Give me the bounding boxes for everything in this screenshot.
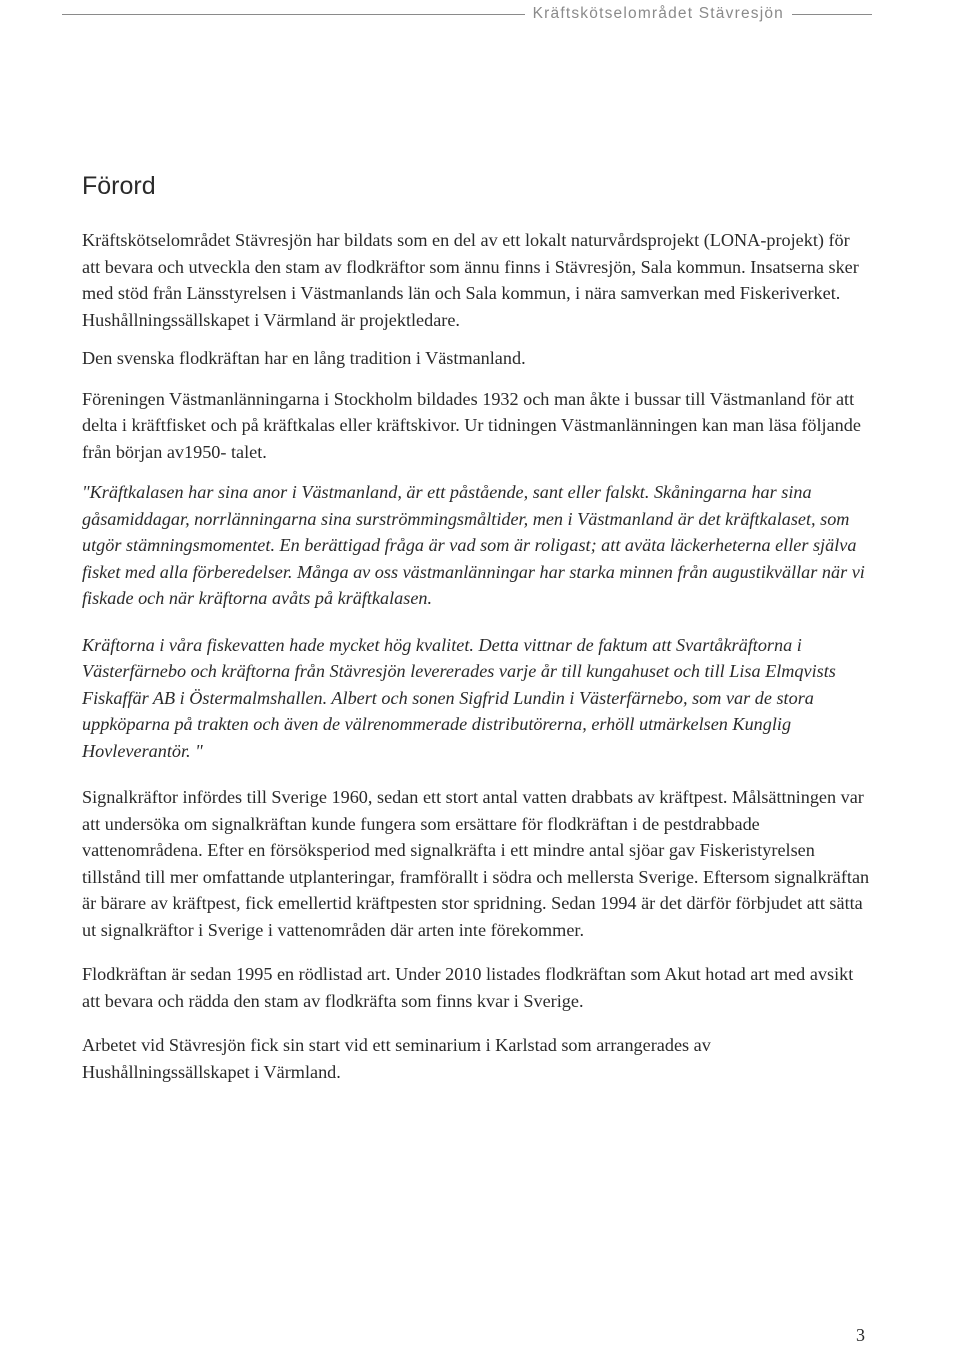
paragraph-intro: Kräftskötselområdet Stävresjön har bildats som en del av ett lokalt naturvårdsprojekt (LONA-projekt) för att bevara och utveckla den stam av flodkräftor som ännu finns i Stävresjön, Sala kommun. Insatserna sker med stöd från Länsstyrelsen i Västmanlands län och Sala kommun, i nära samverkan med Fiskeriverket. Hushållningssällskapet i Värmland är projektledare.: [82, 230, 859, 330]
header-rule-left: [62, 14, 525, 15]
header-title: Kräftskötselområdet Stävresjön: [532, 5, 784, 22]
paragraph-seminar: Arbetet vid Stävresjön fick sin start vid ett seminarium i Karlstad som arrangerades av Hushållningssällskapet i Värmland.: [82, 1035, 711, 1082]
page-number: 3: [856, 1325, 865, 1345]
paragraph-tradition: Den svenska flodkräftan har en lång tradition i Västmanland.: [82, 348, 526, 368]
paragraph-signal-crayfish: Signalkräftor infördes till Sverige 1960, sedan ett stort antal vatten drabbats av kräftpest. Målsättningen var att undersöka om signalkräftan kunde fungera som ersättare för flodkräftan i de pestdrabbade vattenområdena. Efter en försöksperiod med signalkräfta i ett mindre antal sjöar gav Fiskeristyrelsen tillstånd till mer omfattande utplanteringar, framförallt i södra och mellersta Sverige. Eftersom signalkräftan är bärare av kräftpest, fick emellertid kräftpesten stor spridning. Sedan 1994 är det därför förbjudet att sätta ut signalkräftor i Sverige i vattenområden där arten inte förekommer.: [82, 787, 870, 940]
running-header: [62, 3, 872, 25]
paragraph-association: Föreningen Västmanlänningarna i Stockholm bildades 1932 och man åkte i bussar till Västmanland för att delta i kräftfisket och på kräftkalas eller kräftskivor. Ur tidningen Västmanlänningen kan man läsa följande från början av1950- talet.: [82, 388, 861, 462]
page-heading: Förord: [82, 172, 156, 200]
quote-paragraph-quality: Kräftorna i våra fiskevatten hade mycket hög kvalitet. Detta vittnar de faktum att Svartåkräftorna i Västerfärnebo och kräftorna från Stävresjön levererades varje år till kungahuset och till Lisa Elmqvists Fiskaffär AB i Östermalmshallen. Albert och sonen Sigfrid Lundin i Västerfärnebo, som var de stora uppköparna på trakten och även de välrenommerade distributörerna, erhöll utmärkelsen Kunglig Hovleverantör. ": [82, 634, 836, 761]
body-text: [82, 227, 872, 1085]
quote-paragraph-kraftkalas: "Kräftkalasen har sina anor i Västmanland, är ett påstående, sant eller falskt. Skåningarna har sina gåsamiddagar, norrlänningarna sina surströmmingsmåltider, men i Västmanland är det kräftkalaset, som utgör stämningsmomentet. En berättigad fråga är vad som är roligast; att aväta läckerheterna eller själva fisket med alla förberedelser. Många av oss västmanlänningar har starka minnen från augustikvällar när vi fiskade och när kräftorna avåts på kräftkalasen.: [82, 482, 865, 608]
paragraph-red-list: Flodkräftan är sedan 1995 en rödlistad art. Under 2010 listades flodkräftan som Akut hotad art med avsikt att bevara och rädda den stam av flodkräfta som finns kvar i Sverige.: [82, 964, 854, 1011]
header-rule-right: [792, 14, 872, 15]
